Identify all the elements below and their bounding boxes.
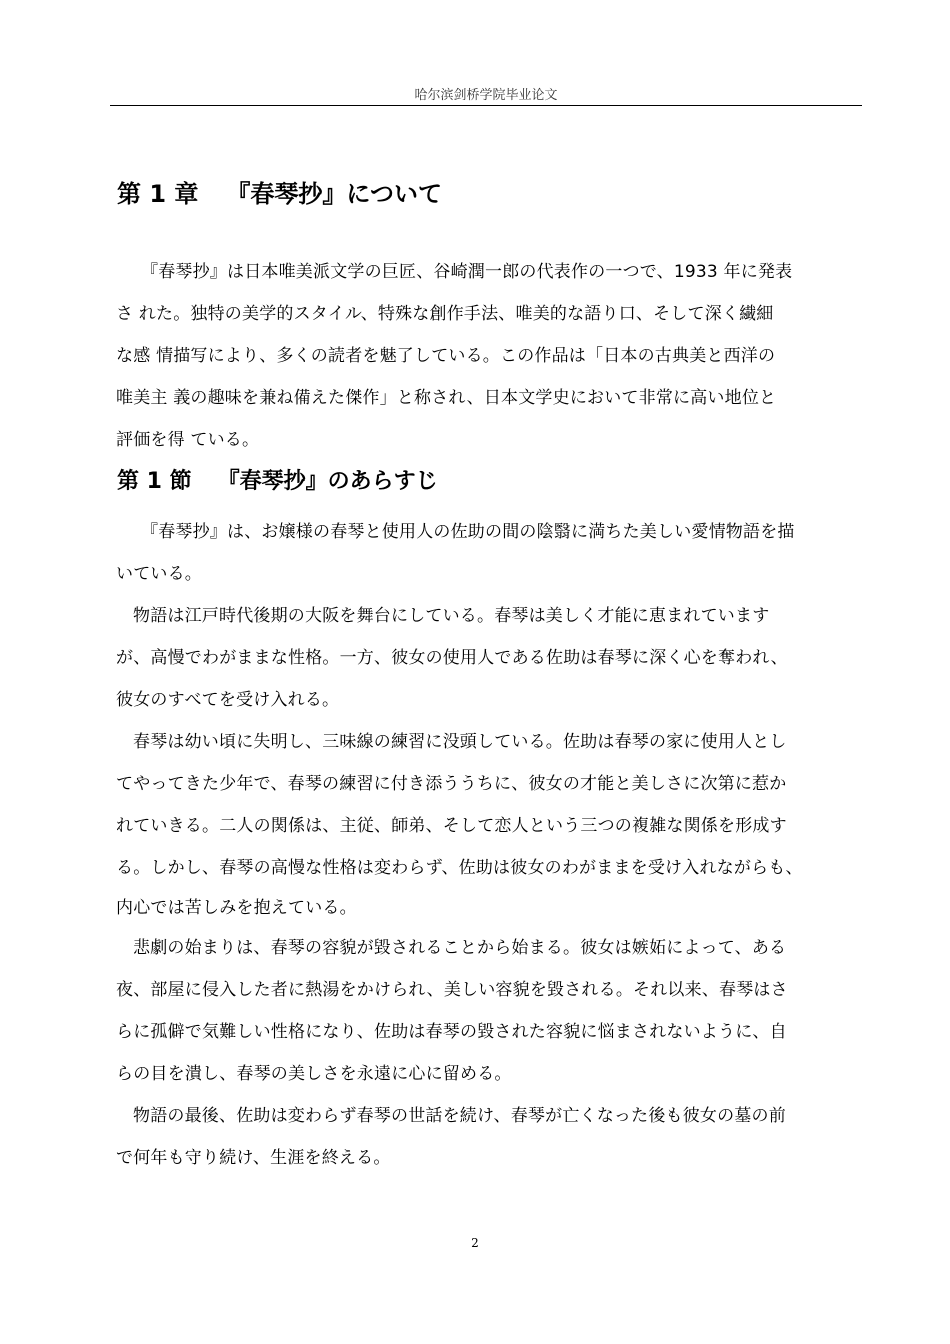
page-header: 哈尔滨剑桥学院毕业论文 [414, 88, 558, 103]
body-line: 物語は江戸時代後期の大阪を舞台にしている。春琴は美しく才能に恵まれています [133, 606, 770, 626]
body-line: で何年も守り続け、生涯を終える。 [116, 1148, 391, 1168]
body-line: らの目を潰し、春琴の美しさを永遠に心に留める。 [116, 1064, 512, 1084]
body-line: 夜、部屋に侵入した者に熱湯をかけられ、美しい容貌を毀される。それ以来、春琴はさ [116, 980, 788, 1000]
body-line: る。しかし、春琴の高慢な性格は変わらず、佐助は彼女のわがままを受け入れながらも、 [116, 858, 803, 878]
section-heading [117, 466, 438, 498]
body-line: 『春琴抄』は、お嬢様の春琴と使用人の佐助の間の陰翳に満ちた美しい愛情物語を描 [141, 522, 795, 542]
chapter-heading [117, 177, 442, 211]
body-line: れていきる。二人の関係は、主従、師弟、そして恋人という三つの複雑な関係を形成す [116, 816, 787, 836]
intro-line: さ れた。独特の美学的スタイル、特殊な創作手法、唯美的な語り口、そして深く繊細 [116, 304, 774, 324]
header-rule [110, 105, 862, 106]
body-line: 悲劇の始まりは、春琴の容貌が毀されることから始まる。彼女は嫉妬によって、ある [133, 938, 787, 958]
body-line: が、高慢でわがままな性格。一方、彼女の使用人である佐助は春琴に深く心を奪われ、 [116, 648, 788, 668]
intro-line: 唯美主 義の趣味を兼ね備えた傑作」と称され、日本文学史において非常に高い地位と [116, 388, 777, 408]
section-number: 第 1 節 [117, 469, 192, 494]
body-line: らに孤僻で気難しい性格になり、佐助は春琴の毀された容貌に悩まされないように、自 [116, 1022, 787, 1042]
body-line: いている。 [116, 564, 202, 584]
body-line: 彼女のすべてを受け入れる。 [116, 690, 340, 710]
section-title: 『春琴抄』のあらすじ [217, 469, 438, 494]
intro-line: な感 情描写により、多くの読者を魅了している。この作品は「日本の古典美と西洋の [116, 346, 776, 366]
chapter-number: 第 1 章 [117, 180, 199, 208]
body-line: てやってきた少年で、春琴の練習に付き添ううちに、彼女の才能と美しさに次第に惹か [116, 774, 787, 794]
body-line: 内心では苦しみを抱えている。 [116, 898, 357, 918]
body-line: 物語の最後、佐助は変わらず春琴の世話を続け、春琴が亡くなった後も彼女の墓の前 [133, 1106, 786, 1126]
page-number: 2 [471, 1236, 479, 1250]
body-line: 春琴は幼い頃に失明し、三味線の練習に没頭している。佐助は春琴の家に使用人とし [133, 732, 787, 752]
chapter-title: 『春琴抄』について [226, 180, 442, 208]
intro-line: 評価を得 ている。 [116, 430, 260, 450]
intro-line: 『春琴抄』は日本唯美派文学の巨匠、谷崎潤一郎の代表作の一つで、1933 年に発表 [141, 262, 793, 282]
